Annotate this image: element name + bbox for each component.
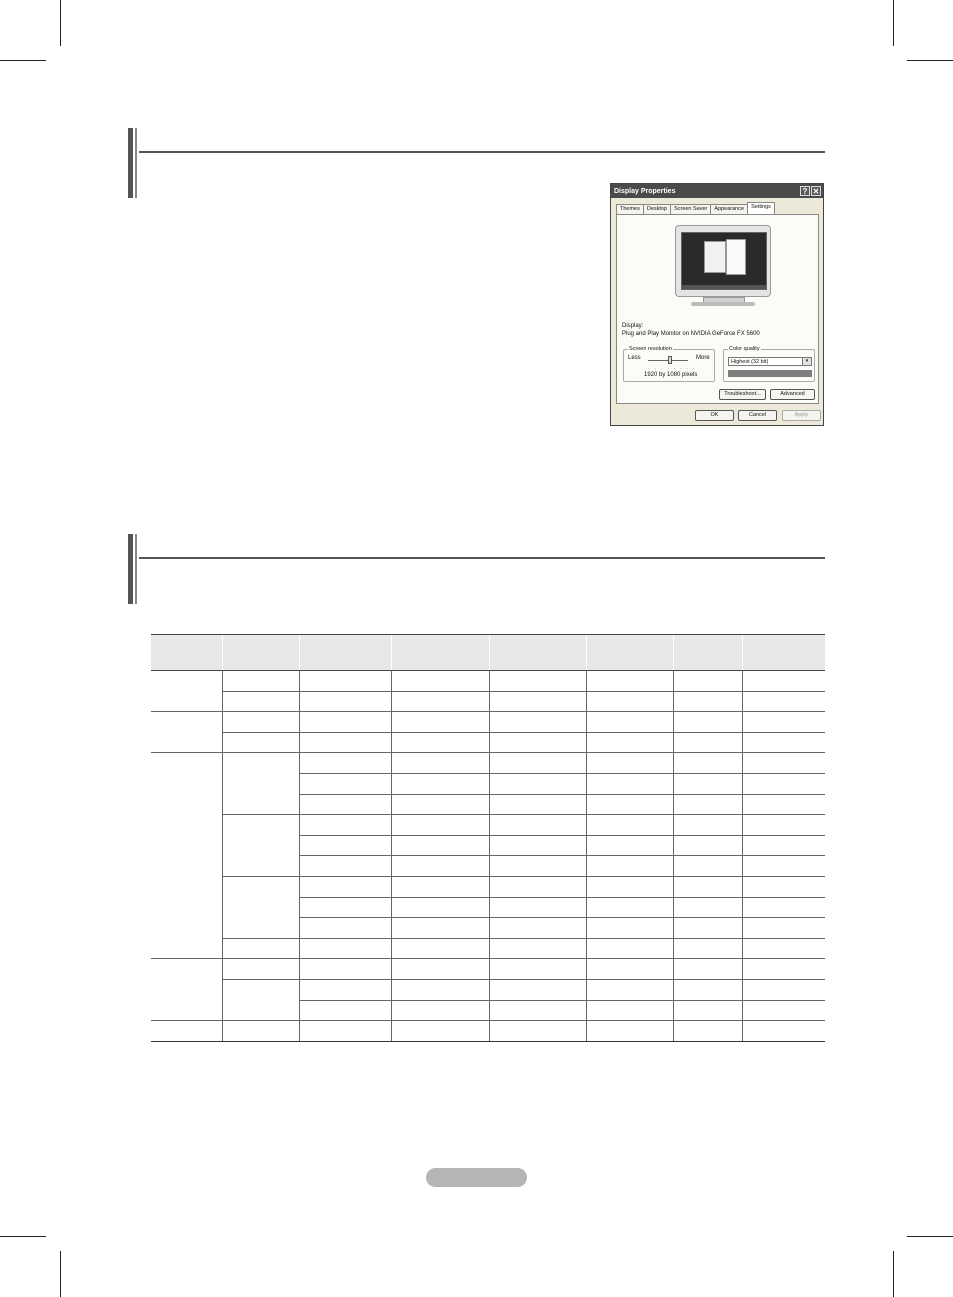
table-cell [742, 938, 825, 959]
table-header-cell [391, 635, 489, 671]
monitor-preview-icon [675, 225, 771, 297]
advanced-button[interactable]: Advanced [770, 389, 815, 400]
table-cell [742, 1021, 825, 1042]
table-cell [391, 918, 489, 939]
resolution-value: 1920 by 1080 pixels [644, 372, 698, 378]
table-cell [299, 959, 391, 980]
table-cell [489, 876, 586, 897]
table-cell [586, 959, 673, 980]
table-cell [586, 835, 673, 856]
crop-mark [893, 0, 894, 46]
table-header-cell [673, 635, 742, 671]
table-cell [391, 835, 489, 856]
section-marker [128, 534, 133, 604]
table-cell [391, 691, 489, 712]
table-cell [299, 876, 391, 897]
table-cell [391, 815, 489, 836]
table-cell [586, 856, 673, 877]
table-cell [489, 979, 586, 1000]
table-cell [586, 712, 673, 733]
table-cell [489, 794, 586, 815]
table-cell [391, 773, 489, 794]
table-cell [299, 773, 391, 794]
table-cell [586, 897, 673, 918]
crop-mark [893, 1251, 894, 1297]
dialog-title-bar[interactable] [611, 184, 823, 198]
table-cell [222, 938, 299, 959]
table-cell [391, 712, 489, 733]
more-label: More [696, 355, 710, 361]
color-quality-value: Highest (32 bit) [731, 359, 769, 365]
table-cell [299, 732, 391, 753]
crop-mark [0, 60, 46, 61]
tab-settings[interactable]: Settings [747, 202, 775, 214]
table-cell [489, 835, 586, 856]
table-cell [742, 1000, 825, 1021]
table-cell [222, 691, 299, 712]
table-cell [673, 773, 742, 794]
table-cell [586, 876, 673, 897]
table-cell [299, 938, 391, 959]
table-cell [222, 959, 299, 980]
table-header-row [151, 635, 825, 671]
display-value: Plug and Play Monitor on NVIDIA GeForce FX 5600 [622, 331, 760, 337]
table-cell [489, 1021, 586, 1042]
table-cell [222, 753, 299, 815]
table-row [151, 732, 825, 753]
preview-taskbar [682, 285, 766, 289]
table-cell [742, 815, 825, 836]
table-cell [489, 856, 586, 877]
table-cell [586, 1000, 673, 1021]
color-quality-group [723, 346, 815, 382]
table-row [151, 671, 825, 692]
table-row [151, 938, 825, 959]
screen-resolution-label: Screen resolution [629, 346, 672, 352]
table-cell [742, 897, 825, 918]
table-cell [742, 671, 825, 692]
table-cell [673, 712, 742, 733]
table-header-cell [742, 635, 825, 671]
table-cell [742, 835, 825, 856]
table-cell [489, 918, 586, 939]
table-cell [742, 753, 825, 774]
table-cell [742, 794, 825, 815]
table-cell [299, 856, 391, 877]
table-cell [489, 815, 586, 836]
section-rule [139, 557, 825, 559]
table-row [151, 815, 825, 836]
table-cell [673, 876, 742, 897]
table-cell [673, 897, 742, 918]
display-properties-dialog [610, 183, 824, 426]
dialog-title: Display Properties [614, 187, 676, 195]
table-cell [222, 876, 299, 938]
table-cell [151, 959, 222, 1021]
table-cell [391, 897, 489, 918]
crop-mark [60, 1251, 61, 1297]
display-label: Display: [622, 323, 644, 329]
resolution-slider-thumb[interactable] [668, 356, 672, 364]
table-cell [742, 732, 825, 753]
table-cell [299, 1021, 391, 1042]
table-cell [151, 712, 222, 753]
table-cell [673, 979, 742, 1000]
table-cell [151, 753, 222, 959]
table-cell [742, 876, 825, 897]
table-cell [586, 773, 673, 794]
table-cell [391, 794, 489, 815]
table-cell [586, 1021, 673, 1042]
color-quality-preview [728, 370, 812, 377]
table-cell [673, 794, 742, 815]
table-cell [742, 691, 825, 712]
table-cell [222, 1021, 299, 1042]
table-cell [489, 773, 586, 794]
crop-mark [907, 1236, 953, 1237]
table-cell [299, 671, 391, 692]
table-cell [489, 959, 586, 980]
table-row [151, 753, 825, 774]
cancel-button[interactable]: Cancel [738, 410, 777, 421]
table-cell [151, 671, 222, 712]
table-cell [489, 1000, 586, 1021]
table-cell [586, 979, 673, 1000]
table-row [151, 691, 825, 712]
table-cell [586, 732, 673, 753]
table-cell [586, 794, 673, 815]
table-cell [489, 671, 586, 692]
table-cell [299, 712, 391, 733]
table-cell [489, 732, 586, 753]
table-cell [299, 897, 391, 918]
ok-button[interactable]: OK [695, 410, 734, 421]
table-cell [299, 815, 391, 836]
preview-window [726, 239, 746, 275]
table-cell [222, 712, 299, 733]
less-label: Less [628, 355, 641, 361]
table-cell [391, 1000, 489, 1021]
monitor-screen [681, 232, 767, 290]
section-marker [128, 128, 133, 198]
tab-appearance[interactable]: Appearance [710, 204, 748, 214]
table-cell [489, 938, 586, 959]
slider-ticks: · · · · · · · · [648, 366, 697, 371]
dialog-tabs [616, 204, 774, 214]
table-cell [742, 918, 825, 939]
table-cell [391, 856, 489, 877]
table-cell [742, 773, 825, 794]
table-cell [586, 671, 673, 692]
apply-button[interactable]: Apply [782, 410, 821, 421]
table-cell [673, 1021, 742, 1042]
table-cell [299, 979, 391, 1000]
table-cell [586, 815, 673, 836]
table-row [151, 959, 825, 980]
table-cell [673, 959, 742, 980]
page-number-badge [426, 1168, 527, 1187]
crop-mark [60, 0, 61, 46]
color-quality-select[interactable] [728, 357, 812, 366]
table-cell [391, 938, 489, 959]
table-cell [299, 794, 391, 815]
table-cell [673, 918, 742, 939]
table-cell [673, 856, 742, 877]
monitor-base [691, 302, 755, 306]
table-cell [299, 1000, 391, 1021]
table-cell [391, 671, 489, 692]
table-cell [586, 918, 673, 939]
crop-mark [907, 60, 953, 61]
table-header-cell [151, 635, 222, 671]
table-cell [222, 732, 299, 753]
table-cell [151, 1021, 222, 1042]
table-cell [391, 1021, 489, 1042]
preview-window [704, 241, 726, 273]
table-cell [222, 815, 299, 877]
troubleshoot-button[interactable]: Troubleshoot... [719, 389, 766, 400]
table-header-cell [299, 635, 391, 671]
table-cell [673, 1000, 742, 1021]
table-header-cell [222, 635, 299, 671]
table-cell [222, 671, 299, 692]
table-cell [391, 732, 489, 753]
table-cell [489, 753, 586, 774]
table-cell [299, 835, 391, 856]
table-cell [586, 753, 673, 774]
table-cell [742, 712, 825, 733]
chevron-down-icon[interactable]: ▾ [802, 358, 811, 365]
table-cell [742, 856, 825, 877]
table-row [151, 979, 825, 1000]
table-cell [673, 835, 742, 856]
tab-screen-saver[interactable]: Screen Saver [670, 204, 711, 214]
section-rule [139, 151, 825, 153]
color-quality-label: Color quality [729, 346, 760, 352]
table-cell [742, 959, 825, 980]
table-cell [391, 876, 489, 897]
screen-resolution-group [623, 346, 715, 382]
table-cell [673, 671, 742, 692]
table-header-cell [586, 635, 673, 671]
table-header-cell [489, 635, 586, 671]
settings-panel [616, 214, 819, 404]
close-icon[interactable]: ✕ [812, 187, 820, 196]
display-modes-table [151, 634, 825, 1042]
table-row [151, 1021, 825, 1042]
crop-mark [0, 1236, 46, 1237]
table-row [151, 876, 825, 897]
table-cell [586, 938, 673, 959]
tab-desktop[interactable]: Desktop [643, 204, 671, 214]
table-cell [391, 979, 489, 1000]
table-cell [673, 732, 742, 753]
help-icon[interactable]: ? [800, 186, 810, 196]
table-cell [673, 938, 742, 959]
table-cell [586, 691, 673, 712]
table-cell [489, 691, 586, 712]
table-cell [222, 979, 299, 1020]
table-cell [489, 712, 586, 733]
table-cell [742, 979, 825, 1000]
table-cell [391, 959, 489, 980]
table-row [151, 712, 825, 733]
table-cell [299, 918, 391, 939]
tab-themes[interactable]: Themes [616, 204, 644, 214]
table-cell [673, 753, 742, 774]
table-cell [673, 815, 742, 836]
table-cell [489, 897, 586, 918]
table-cell [673, 691, 742, 712]
table-cell [391, 753, 489, 774]
table-cell [299, 753, 391, 774]
table-cell [299, 691, 391, 712]
